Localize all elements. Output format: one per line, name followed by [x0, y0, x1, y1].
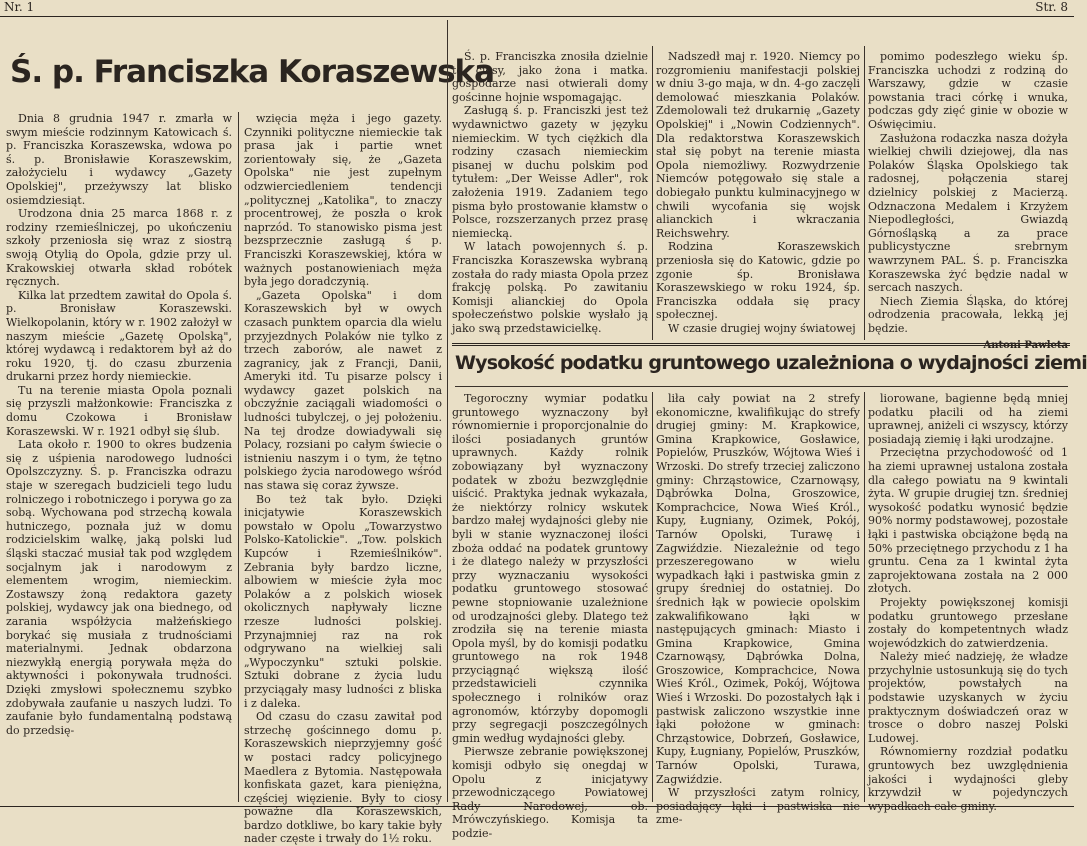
- column-divider: [864, 392, 865, 802]
- paragraph: „Gazeta Opolska" i dom Koraszewskich był w owych czasach punktem oparcia dla wielu przyjezdnych Polaków nie tylko z trzech zaborów, ale nawet z zagranicy, jak z Francji, Danii, Ameryki itd. Tu pisarze polscy i wydawcy gazet polskich na obczyźnie zaciągali wiadomości o ludności tubylczej, o jej położeniu. Na tej drodze dowiadywali się Polacy, rozsiani po całym świecie o istnieniu naszym i o tym, że tętno polskiego życia narodowego wśród nas stawa się coraz żywsze.: [244, 288, 442, 493]
- paragraph: Tegoroczny wymiar podatku gruntowego wyznaczony był równomiernie i proporcjonalnie do ilości posiadanych gruntów uprawnych. Każdy rolnik zobowiązany był wyznaczony podatek w zbożu bezwzględnie uiścić. Praktyka jednak wykazała, że niektórzy rolnicy wskutek bardzo małej wydajności gleby nie byli w stanie wyznaczonej ilości zboża oddać na podatek gruntowy i że dlatego należy w przyszłości przy wyznaczaniu wysokości podatku gruntowego stosować pewne stopniowanie uzależnione od urodzajności gleby. Dlatego też zrodziła się na terenie miasta Opola myśl, by do komisji podatku gruntowego na rok 1948 przyciągnąć większą ilość przedstawicieli czynnika społecznego i rolników oraz agronomów, którzyby dopomogli przy segregacji poszczególnych gmin według wydajności gleby.: [452, 392, 648, 745]
- paragraph: W przyszłości zatym rolnicy, posiadający łąki i pastwiska nie zme-: [656, 786, 860, 827]
- obituary-column-1: [6, 112, 232, 808]
- author-signature: Antoni Pawleta: [983, 340, 1068, 352]
- issue-number: Nr. 1: [4, 0, 35, 14]
- paragraph: Ś. p. Franciszka znosiła dzielnie te ciosy, jako żona i matka. gospodarze nasi otwierali domy gościnne hojnie wspomagając.: [452, 50, 648, 104]
- paragraph: W czasie drugiej wojny światowej: [668, 321, 856, 335]
- paragraph: Tu na terenie miasta Opola poznali się przyszli małżonkowie: Franciszka z domu Czokowa i Bronisław Koraszewski. W r. 1921 odbył się ślub.: [6, 383, 232, 438]
- paragraph: Lata około r. 1900 to okres budzenia się z uśpienia narodowego ludności Opolszczyzny. Ś. p. Franciszka odrazu staje w szeregach budzicieli tego ludu rolniczego i robotniczego i porywa go za sobą. Wychowana pod strzechą kowala hutniczego, poznała już w domu rodzicielskim walkę, jaką polski lud śląski staczać musiał tak pod względem socjalnym jak i narodowym z elementem wrogim, niemieckim. Zostawszy żoną redaktora gazety polskiej, wydawcy jak ona biednego, od zarania współżycia małżeńskiego borykać się musiała z trudnościami materialnymi. Jednak obdarzona niezwykłą energią porywała męża do aktywności i pokonywała trudności. Dzięki zmysłowi społecznemu szybko zdobywała zaufanie u naszych ludzi. To zaufanie było fundamentalną podstawą do przedsię-: [6, 438, 232, 737]
- paragraph: Od czasu do czasu zawitał pod strzechę gościnnego domu p. Koraszewskich nieprzyjemny gość w postaci radcy policyjnego Maedlera z Bytomia. Następowała konfiskata gazet, kara pieniężna, częściej więzienie. Były to ciosy poważne dla Koraszewskich, bardzo dotkliwe, bo kary takie były nader częste i trwały do 1½ roku.: [244, 710, 442, 846]
- column-divider: [652, 46, 653, 340]
- page-number: Str. 8: [1035, 0, 1068, 14]
- paragraph: Zasługą ś. p. Franciszki jest też wydawnictwo gazety w języku niemieckim. W tych ciężkich dla rodziny czasach niemieckim pisanej w duchu polskim pod tytułem: „Der Weisse Adler", rok założenia 1919. Zadaniem tego pisma było prostowanie kłamstw o Polsce, rozszerzanych przez prasę niemiecką.: [452, 104, 648, 240]
- article-separator: [452, 343, 1070, 346]
- obituary-title: Ś. p. Franciszka Koraszewska: [10, 54, 495, 90]
- obituary-column-4: [656, 50, 860, 340]
- running-head: [0, 0, 1074, 14]
- paragraph: Bo też tak było. Dzięki inicjatywie Koraszewskich powstało w Opolu „Towarzystwo Polsko-Katolickie". „Tow. polskich Kupców i Rzemieślników". Zebrania były bardzo liczne, albowiem w mieście żyła moc Polaków a z polskich wiosek okolicznych napływały liczne rzesze ludności polskiej. Przynajmniej raz na rok odgrywano na wielkiej sali „Wypoczynku" sztuki polskie. Sztuki dobrane z życia ludu przyciągały masy ludności z bliska i z daleka.: [244, 492, 442, 710]
- tax-article-title: Wysokość podatku gruntowego uzależniona o wydajności ziemi: [455, 352, 1087, 374]
- header-rule: [0, 16, 1074, 17]
- column-divider: [238, 112, 239, 802]
- obituary-column-3: [452, 50, 648, 340]
- column-divider: [652, 392, 653, 802]
- tax-column-3: [868, 392, 1068, 813]
- column-divider: [864, 46, 865, 340]
- paragraph: Dnia 8 grudnia 1947 r. zmarła w swym mieście rodzinnym Katowicach ś. p. Franciszka Koraszewska, wdowa po ś. p. Bronisławie Koraszewskim, założycielu i wydawcy „Gazety Opolskiej", przeżywszy lat blisko osiemdziesiąt.: [6, 112, 232, 207]
- paragraph: Przeciętna przychodowość od 1 ha ziemi uprawnej ustalona została dla całego powiatu na 9 kwintali żyta. W grupie drugiej tzn. średniej wysokość podatku wynosić będzie 90% normy podstawowej, pozostałe łąki i pastwiska obciążone będą na 50% przeciętnego przychodu z 1 ha gruntu. Cena za 1 kwintal żyta zaprojektowana została na 2 000 złotych.: [868, 446, 1068, 596]
- paragraph: Równomierny rozdział podatku gruntowych bez uwzględnienia jakości i wydajności gleby krzywdził w pojedynczych wypadkach całe gminy.: [868, 745, 1068, 813]
- paragraph: Zasłużona rodaczka nasza dożyła wielkiej chwili dziejowej, dla nas Polaków Śląska Opolskiego tak radosnej, połączenia starej dzielnicy polskiej z Macierzą. Odznaczona Medalem i Krzyżem Niepodległości, Gwiazdą Górnośląską a za prace publicystyczne srebrnym wawrzynem PAL. Ś. p. Franciszka Koraszewska żyć będzie nadal w sercach naszych.: [868, 131, 1068, 295]
- paragraph: Rodzina Koraszewskich przeniosła się do Katowic, gdzie po zgonie śp. Bronisława Koraszewskiego w roku 1924, śp. Franciszka oddała się pracy społecznej.: [656, 240, 860, 322]
- paragraph: Projekty powiększonej komisji podatku gruntowego przesłane zostały do kompetentnych władz wojewódzkich do zatwierdzenia.: [868, 595, 1068, 650]
- paragraph: Pierwsze zebranie powiększonej komisji odbyło się onegdaj w Opolu z inicjatywy przewodniczącego Powiatowej Rady Narodowej, ob. Mrówczyńskiego. Komisja ta podzie-: [452, 745, 648, 840]
- title-underline: [455, 386, 1068, 387]
- paragraph: Nadszedł maj r. 1920. Niemcy po rozgromieniu manifestacji polskiej w dniu 3-go maja, w dn. 4-go zaczęli demolować mieszkania Polaków. Zdemolowali też drukarnię „Gazety Opolskiej" i „Nowin Codziennych". Dla redaktorstwa Koraszewskich stał się pobyt na terenie miasta Opola niemożliwy. Rozwydrzenie Niemców potęgowało się stale a dobiegało punktu kulminacyjnego w chwili wycofania się wojsk alianckich i wkraczania Reichswehry.: [656, 50, 860, 240]
- paragraph: liła cały powiat na 2 strefy ekonomiczne, kwalifikując do strefy drugiej gminy: M. Krapkowice, Gmina Krapkowice, Gosławice, Popielów, Pruszków, Wójtowa Wieś i Wrzoski. Do strefy trzeciej zaliczono gminy: Chrząstowice, Czarnowąsy, Dąbrówka Dolna, Groszowice, Komprachcice, Nowa Wieś Król., Kupy, Ługniany, Ozimek, Pokój, Tarnów Opolski, Turawę i Zagwiździe. Niezależnie od tego przeszeregowano w wielu wypadkach łąki i pastwiska gmin z grupy średniej do ostatniej. Do średnich łąk w powiecie opolskim zakwalifikowano łąki w następujących gminach: Miasto i Gmina Krapkowice, Gmina Czarnowąsy, Dąbrówka Dolna, Groszowice, Komprachcice, Nowa Wieś Król., Ozimek, Pokój, Wójtowa Wieś i Wrzoski. Do pozostałych łąk i pastwisk zaliczono wszystkie inne łąki położone w gminach: Chrząstowice, Dobrzeń, Gosławice, Kupy, Ługniany, Popielów, Pruszków, Tarnów Opolski, Turawa, Zagwiździe.: [656, 392, 860, 786]
- tax-column-2: [656, 392, 860, 827]
- tax-column-1: [452, 392, 648, 840]
- paragraph: wzięcia męża i jego gazety. Czynniki polityczne niemieckie tak prasa jak i partie wnet zorientowały się, że „Gazeta Opolska" nie jest zupełnym odzwierciedleniem tendencji „politycznej „Katolika", to znaczy procentrowej, że poszła o krok naprzód. To stanowisko pisma jest bezsprzecznie zasługą ś p. Franciszki Koraszewskiej, która w ważnych postanowieniach męża była jego doradczynią.: [244, 112, 442, 289]
- obituary-column-2: [244, 112, 442, 846]
- obituary-column-5: [868, 50, 1068, 352]
- paragraph: liorowane, bagienne będą mniej podatku płacili od ha ziemi uprawnej, aniżeli ci wszyscy, którzy posiadają ziemię i łąki urodzajne.: [868, 392, 1068, 446]
- footer-rule: [0, 806, 1074, 807]
- paragraph: Niech Ziemia Śląska, do której odrodzenia pracowała, lekką jej będzie.: [868, 294, 1068, 335]
- paragraph: Urodzona dnia 25 marca 1868 r. z rodziny rzemieślniczej, po ukończeniu szkoły przeniosła się wraz z siostrą swoją Otylią do Opola, gdzie przy ul. Krakowskiej otwarła skład robótek ręcznych.: [6, 207, 232, 289]
- column-divider: [447, 20, 448, 802]
- paragraph: W latach powojennych ś. p. Franciszka Koraszewska wybraną została do rady miasta Opola przez frakcję polską. Po zawitaniu Komisji alianckiej do Opola społeczeństwo polskie wysłało ją jako swą przedstawicielkę.: [452, 240, 648, 335]
- paragraph: Kilka lat przedtem zawitał do Opola ś. p. Bronisław Koraszewski. Wielkopolanin, który w r. 1902 założył w naszym mieście „Gazetę Opolską", której wydawcą i redaktorem był aż do roku 1920, tj. do czasu zburzenia drukarni przez hordy niemieckie.: [6, 288, 232, 384]
- paragraph: pomimo podeszłego wieku śp. Franciszka uchodzi z rodziną do Warszawy, gdzie w czasie powstania traci córkę i wnuka, podczas gdy zięć ginie w obozie w Oświęcimiu.: [868, 50, 1068, 131]
- paragraph: Należy mieć nadzieję, że władze przychylnie ustosunkują się do tych projektów, powstałych na podstawie uzyskanych w życiu praktycznym doświadczeń oraz w trosce o dobro naszej Polski Ludowej.: [868, 650, 1068, 745]
